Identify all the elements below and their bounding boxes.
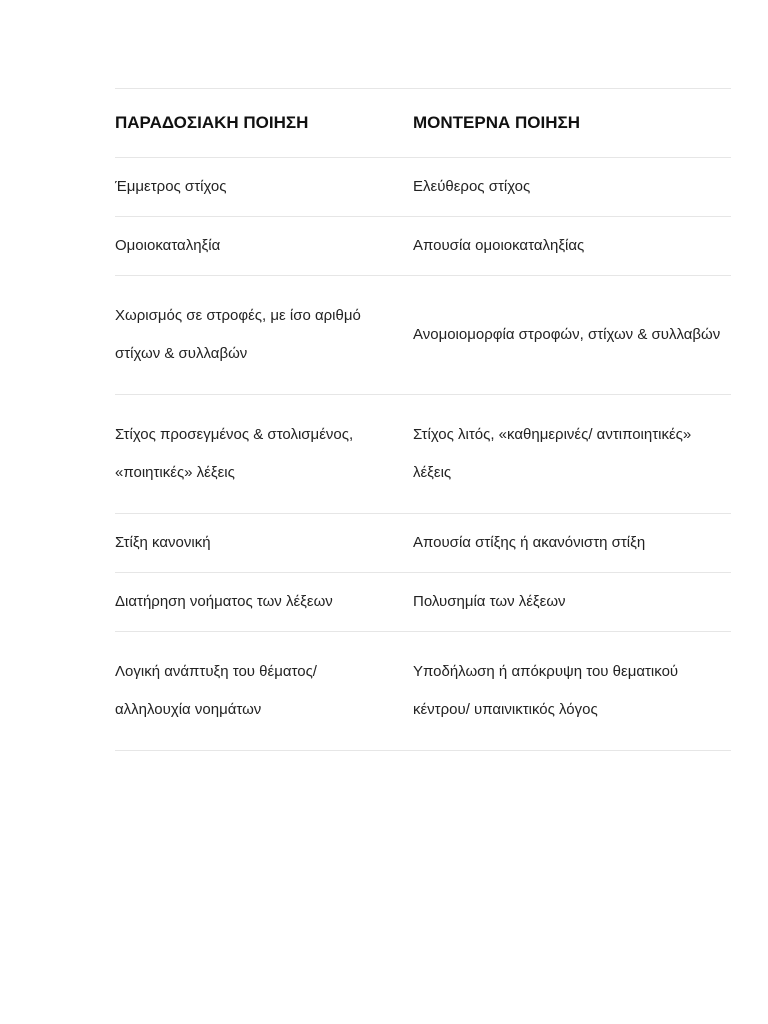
cell-traditional: Στίχος προσεγμένος & στολισμένος, «ποιητικές» λέξεις [115,426,354,481]
cell-traditional: Διατήρηση νοήματος των λέξεων [115,593,333,610]
table-row [115,573,731,632]
comparison-table-container [115,88,731,751]
cell-traditional: Χωρισμός σε στροφές, με ίσο αριθμό στίχων & συλλαβών [115,307,361,362]
table-row [115,632,731,751]
cell-modern: Απουσία ομοιοκαταληξίας [413,237,585,254]
poetry-comparison-table [115,88,731,751]
table-row [115,158,731,217]
table-row [115,217,731,276]
cell-modern: Υποδήλωση ή απόκρυψη του θεματικού κέντρου/ υπαινικτικός λόγος [413,663,679,718]
header-modern-poetry: ΜΟΝΤΕΡΝΑ ΠΟΙΗΣΗ [413,113,580,132]
table-header-row [115,89,731,158]
cell-modern: Στίχος λιτός, «καθημερινές/ αντιποιητικές» λέξεις [413,426,692,481]
cell-traditional: Λογική ανάπτυξη του θέματος/ αλληλουχία νοημάτων [115,663,317,718]
table-row [115,276,731,395]
cell-traditional: Ομοιοκαταληξία [115,237,221,254]
cell-modern: Απουσία στίξης ή ακανόνιστη στίξη [413,534,646,551]
header-traditional-poetry: ΠΑΡΑΔΟΣΙΑΚΗ ΠΟΙΗΣΗ [115,113,309,132]
cell-traditional: Έμμετρος στίχος [115,178,227,195]
cell-traditional: Στίξη κανονική [115,534,211,551]
cell-modern: Ανομοιομορφία στροφών, στίχων & συλλαβών [413,326,721,343]
table-row [115,514,731,573]
cell-modern: Ελεύθερος στίχος [413,178,531,195]
cell-modern: Πολυσημία των λέξεων [413,593,566,610]
table-row [115,395,731,514]
